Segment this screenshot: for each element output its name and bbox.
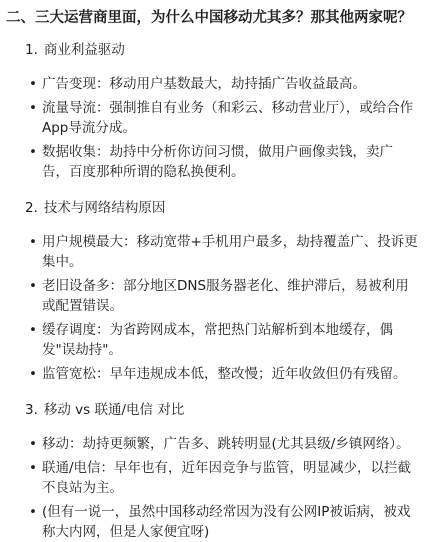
list-item [6,276,418,316]
bullet-icon: • [29,144,37,160]
list-item-text: 数据收集：劫持中分析你访问习惯，做用户画像卖钱，卖广告，百度那种所谓的隐私换便利。 [42,144,393,180]
list-item-text: 缓存调度：为省跨网成本，常把热门站解析到本地缓存，偶发"误劫持"。 [42,322,393,358]
bullet-icon: • [29,504,37,520]
bullet-list [6,74,418,182]
list-item-text: 流量导流：强制推自有业务（和彩云、移动营业厅），或给合作App导流分成。 [42,100,414,136]
section-number: 2. [25,200,38,216]
bullet-icon: • [29,322,37,338]
list-item [6,142,418,182]
bullet-icon: • [29,366,37,382]
list-item [6,458,418,498]
list-item [6,98,418,138]
section-3 [6,400,418,542]
list-item [6,502,418,542]
list-item [6,232,418,272]
list-item [6,74,418,94]
section-number: 3. [25,402,38,418]
list-item-text: 老旧设备多：部分地区DNS服务器老化、维护滞后，易被利用或配置错误。 [42,278,409,314]
list-item-text: (但有一说一，虽然中国移动经常因为没有公网IP被诟病，被戏称大内网，但是人家便宜呀) [42,504,411,540]
bullet-icon: • [29,278,37,294]
list-item-text: 移动：劫持更频繁，广告多、跳转明显(尤其县级/乡镇网络）。 [42,436,410,452]
section-title [6,400,418,420]
section-title-text: 移动 vs 联通/电信 对比 [43,402,185,418]
bullet-list [6,232,418,384]
bullet-icon: • [29,460,37,476]
bullet-list [6,434,418,542]
bullet-icon: • [29,100,37,116]
section-2 [6,198,418,384]
section-number: 1. [25,42,38,58]
list-item [6,320,418,360]
list-item-text: 用户规模最大：移动宽带+手机用户最多，劫持覆盖广、投诉更集中。 [42,234,418,270]
section-1 [6,40,418,182]
list-item [6,364,418,384]
bullet-icon: • [29,436,37,452]
bullet-icon: • [29,234,37,250]
bullet-icon: • [29,76,37,92]
list-item-text: 广告变现：移动用户基数最大，劫持插广告收益最高。 [42,76,366,92]
section-title-text: 技术与网络结构原因 [43,200,166,216]
section-heading: 二、三大运营商里面，为什么中国移动尤其多？那其他两家呢？ [6,10,412,26]
list-item-text: 联通/电信：早年也有，近年因竞争与监管，明显减少，以拦截不良站为主。 [42,460,412,496]
section-title-text: 商业利益驱动 [43,42,125,58]
list-item-text: 监管宽松：早年违规成本低，整改慢；近年收敛但仍有残留。 [42,366,407,382]
section-title [6,40,418,60]
section-title [6,198,418,218]
list-item [6,434,418,454]
